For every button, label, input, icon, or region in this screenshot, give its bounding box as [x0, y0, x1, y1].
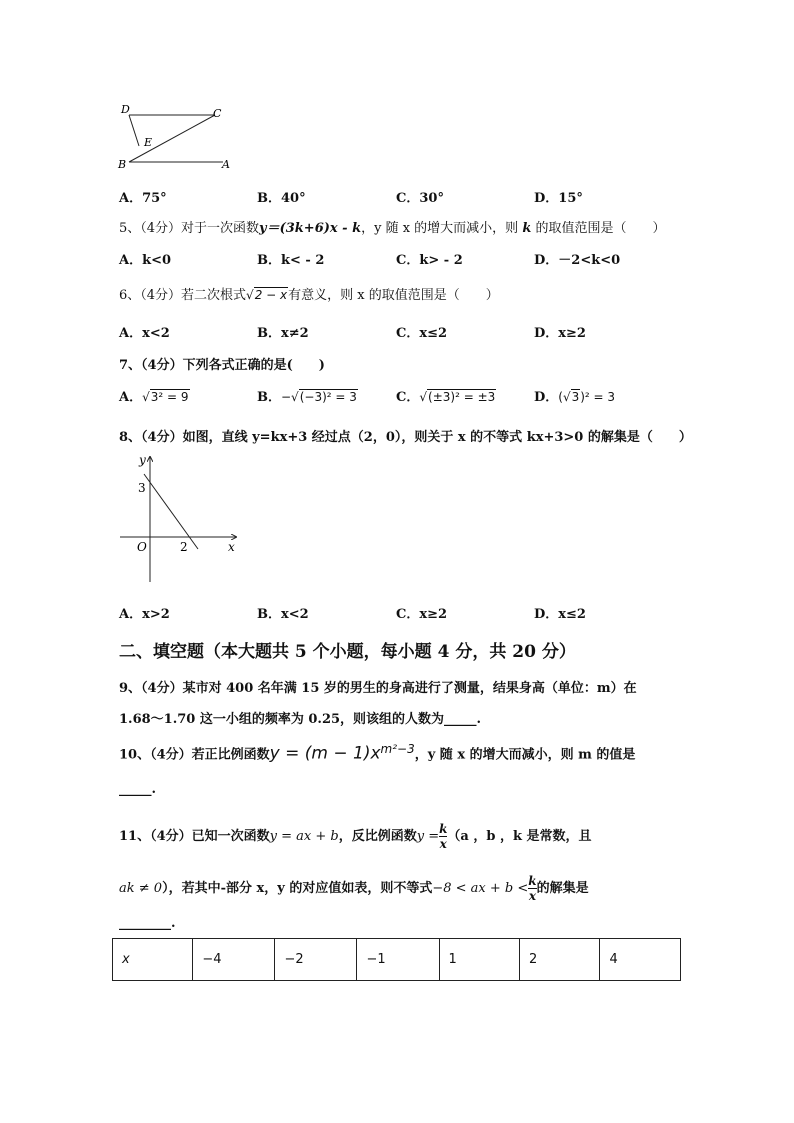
q4-option-b[interactable]: B．40°	[257, 191, 306, 206]
q6-suffix: 有意义，则 x 的取值范围是（ ）	[288, 288, 499, 303]
q6-option-c[interactable]: C．x≤2	[396, 326, 448, 341]
table-cell: −1	[357, 939, 439, 981]
label-b: B	[118, 158, 127, 171]
origin-label: O	[137, 540, 147, 554]
x-tick-2: 2	[180, 540, 188, 554]
q6-radicand: 2 − x	[254, 288, 288, 302]
q5-option-c[interactable]: C．k> - 2	[396, 253, 463, 268]
q11-lhs: y =	[416, 829, 440, 844]
q7-expr-a: √3² = 9	[142, 390, 189, 404]
q6-prefix: 6、（4分）若二次根式	[119, 288, 247, 303]
q4-option-d[interactable]: D．15°	[534, 191, 583, 206]
q11-mid: ，反比例函数	[338, 829, 417, 844]
table-cell: 1	[439, 939, 519, 981]
q5-prefix: 5、（4分）对于一次函数	[119, 221, 260, 236]
label-c: C	[213, 107, 222, 120]
question-9-line-1: 9、（4分）某市对 400 名年满 15 岁的男生的身高进行了测量，结果身高（单位：m）在	[119, 681, 637, 696]
q5-function: y＝(3k+6)x - k	[259, 221, 362, 236]
q11-ineq: −8 < ax + b <	[432, 881, 529, 896]
q8-option-c[interactable]: C．x≥2	[396, 607, 448, 622]
q7-a-radicand: 3² = 9	[150, 390, 189, 404]
table-cell: −4	[193, 939, 275, 981]
label-d: D	[121, 103, 130, 116]
q10-prefix: 10、（4分）若正比例函数	[119, 747, 270, 763]
q5-suffix: 的取值范围是（ ）	[531, 221, 666, 236]
q11-fraction-2	[528, 874, 536, 903]
q5-option-d[interactable]: D．－2<k<0	[534, 253, 621, 268]
value-table	[112, 938, 681, 981]
q5-option-a[interactable]: A．k<0	[119, 253, 172, 268]
q7-option-d[interactable]	[534, 386, 615, 405]
q7-b-radicand: (−3)² = 3	[299, 390, 357, 404]
q11-line2-b: ），若其中-部分 x，y 的对应值如表，则不等式	[162, 881, 433, 896]
q6-options	[119, 322, 679, 342]
q11-num: k	[439, 822, 448, 836]
table-cell: 2	[520, 939, 600, 981]
question-6	[119, 284, 499, 303]
question-10	[119, 742, 635, 763]
q5-middle: ，y 随 x 的增大而减小，则	[361, 221, 523, 236]
line-graph-q8	[112, 452, 242, 587]
q7-expr-d: (√3)² = 3	[558, 390, 616, 404]
q11-linear: y = ax + b	[269, 829, 339, 844]
q11-tail: （a ，b ，k 是常数，且	[447, 829, 592, 844]
q10-answer-blank[interactable]: _____.	[119, 782, 157, 797]
table-cell: 4	[600, 939, 681, 981]
q10-suffix: ，y 随 x 的增大而减小，则 m 的值是	[414, 747, 636, 763]
q7-label-a: A．	[119, 390, 143, 405]
q7-option-a[interactable]	[119, 386, 190, 405]
q8-option-b[interactable]: B．x<2	[257, 607, 309, 622]
q7-options	[119, 386, 679, 410]
line-y-kx-3	[144, 474, 198, 549]
table-cell: −2	[275, 939, 357, 981]
q11-prefix: 11、（4分）已知一次函数	[119, 829, 270, 844]
q11-num-2: k	[528, 874, 537, 888]
q7-label-c: C．	[396, 390, 420, 405]
q6-radical: √2 − x	[246, 288, 288, 302]
table-row	[113, 939, 681, 981]
q8-options	[119, 603, 679, 623]
question-9-line-2: 1.68～1.70 这一小组的频率为 0.25，则该组的人数为_____.	[119, 712, 482, 727]
y-tick-3: 3	[138, 481, 146, 495]
q7-expr-c: √(±3)² = ±3	[419, 390, 496, 404]
q6-option-d[interactable]: D．x≥2	[534, 326, 586, 341]
q6-option-a[interactable]: A．x<2	[119, 326, 170, 341]
q4-option-a[interactable]: A．75°	[119, 191, 167, 206]
q11-ak: ak ≠ 0	[119, 881, 163, 896]
section-heading-fill-in: 二、填空题（本大题共 5 个小题，每小题 4 分，共 20 分）	[119, 642, 576, 662]
q7-c-radicand: (±3)² = ±3	[428, 390, 496, 404]
q7-label-b: B．	[257, 390, 281, 405]
label-e: E	[144, 136, 153, 149]
segment-db	[129, 115, 139, 146]
q11-line2-c: 的解集是	[536, 881, 589, 896]
label-a: A	[222, 158, 230, 171]
q5-option-b[interactable]: B．k< - 2	[257, 253, 325, 268]
question-8: 8、（4分）如图，直线 y=kx+3 经过点（2，0），则关于 x 的不等式 kx+3>0 的解集是（ ）	[119, 430, 692, 445]
q7-option-b[interactable]	[257, 386, 358, 405]
question-11-line-1	[119, 822, 592, 851]
question-7: 7、（4分）下列各式正确的是( )	[119, 358, 325, 373]
table-cell: x	[113, 939, 193, 981]
q7-expr-b: −√(−3)² = 3	[281, 390, 357, 404]
q5-options	[119, 249, 679, 269]
q8-option-a[interactable]: A．x>2	[119, 607, 170, 622]
q10-exponent: m²−3	[380, 742, 415, 756]
q7-label-d: D．	[534, 390, 559, 405]
question-11-line-2	[119, 874, 589, 903]
q8-option-d[interactable]: D．x≤2	[534, 607, 586, 622]
segment-bc	[129, 115, 215, 162]
q11-den: x	[439, 837, 447, 851]
triangle-figure-q4	[112, 100, 242, 175]
q6-option-b[interactable]: B．x≠2	[257, 326, 309, 341]
q7-d-rest: )² = 3	[580, 390, 616, 404]
q4-options	[119, 187, 679, 207]
q7-d-radicand: 3	[571, 390, 580, 404]
y-axis-label: y	[139, 453, 146, 467]
x-axis-label: x	[228, 540, 235, 554]
q5-var: k	[522, 221, 532, 236]
q11-answer-blank[interactable]: ________.	[119, 916, 176, 931]
q10-formula: y = (m − 1)x	[269, 743, 381, 764]
q11-den-2: x	[528, 889, 536, 903]
q7-option-c[interactable]	[396, 386, 496, 405]
q4-option-c[interactable]: C．30°	[396, 191, 444, 206]
question-5	[119, 217, 665, 236]
